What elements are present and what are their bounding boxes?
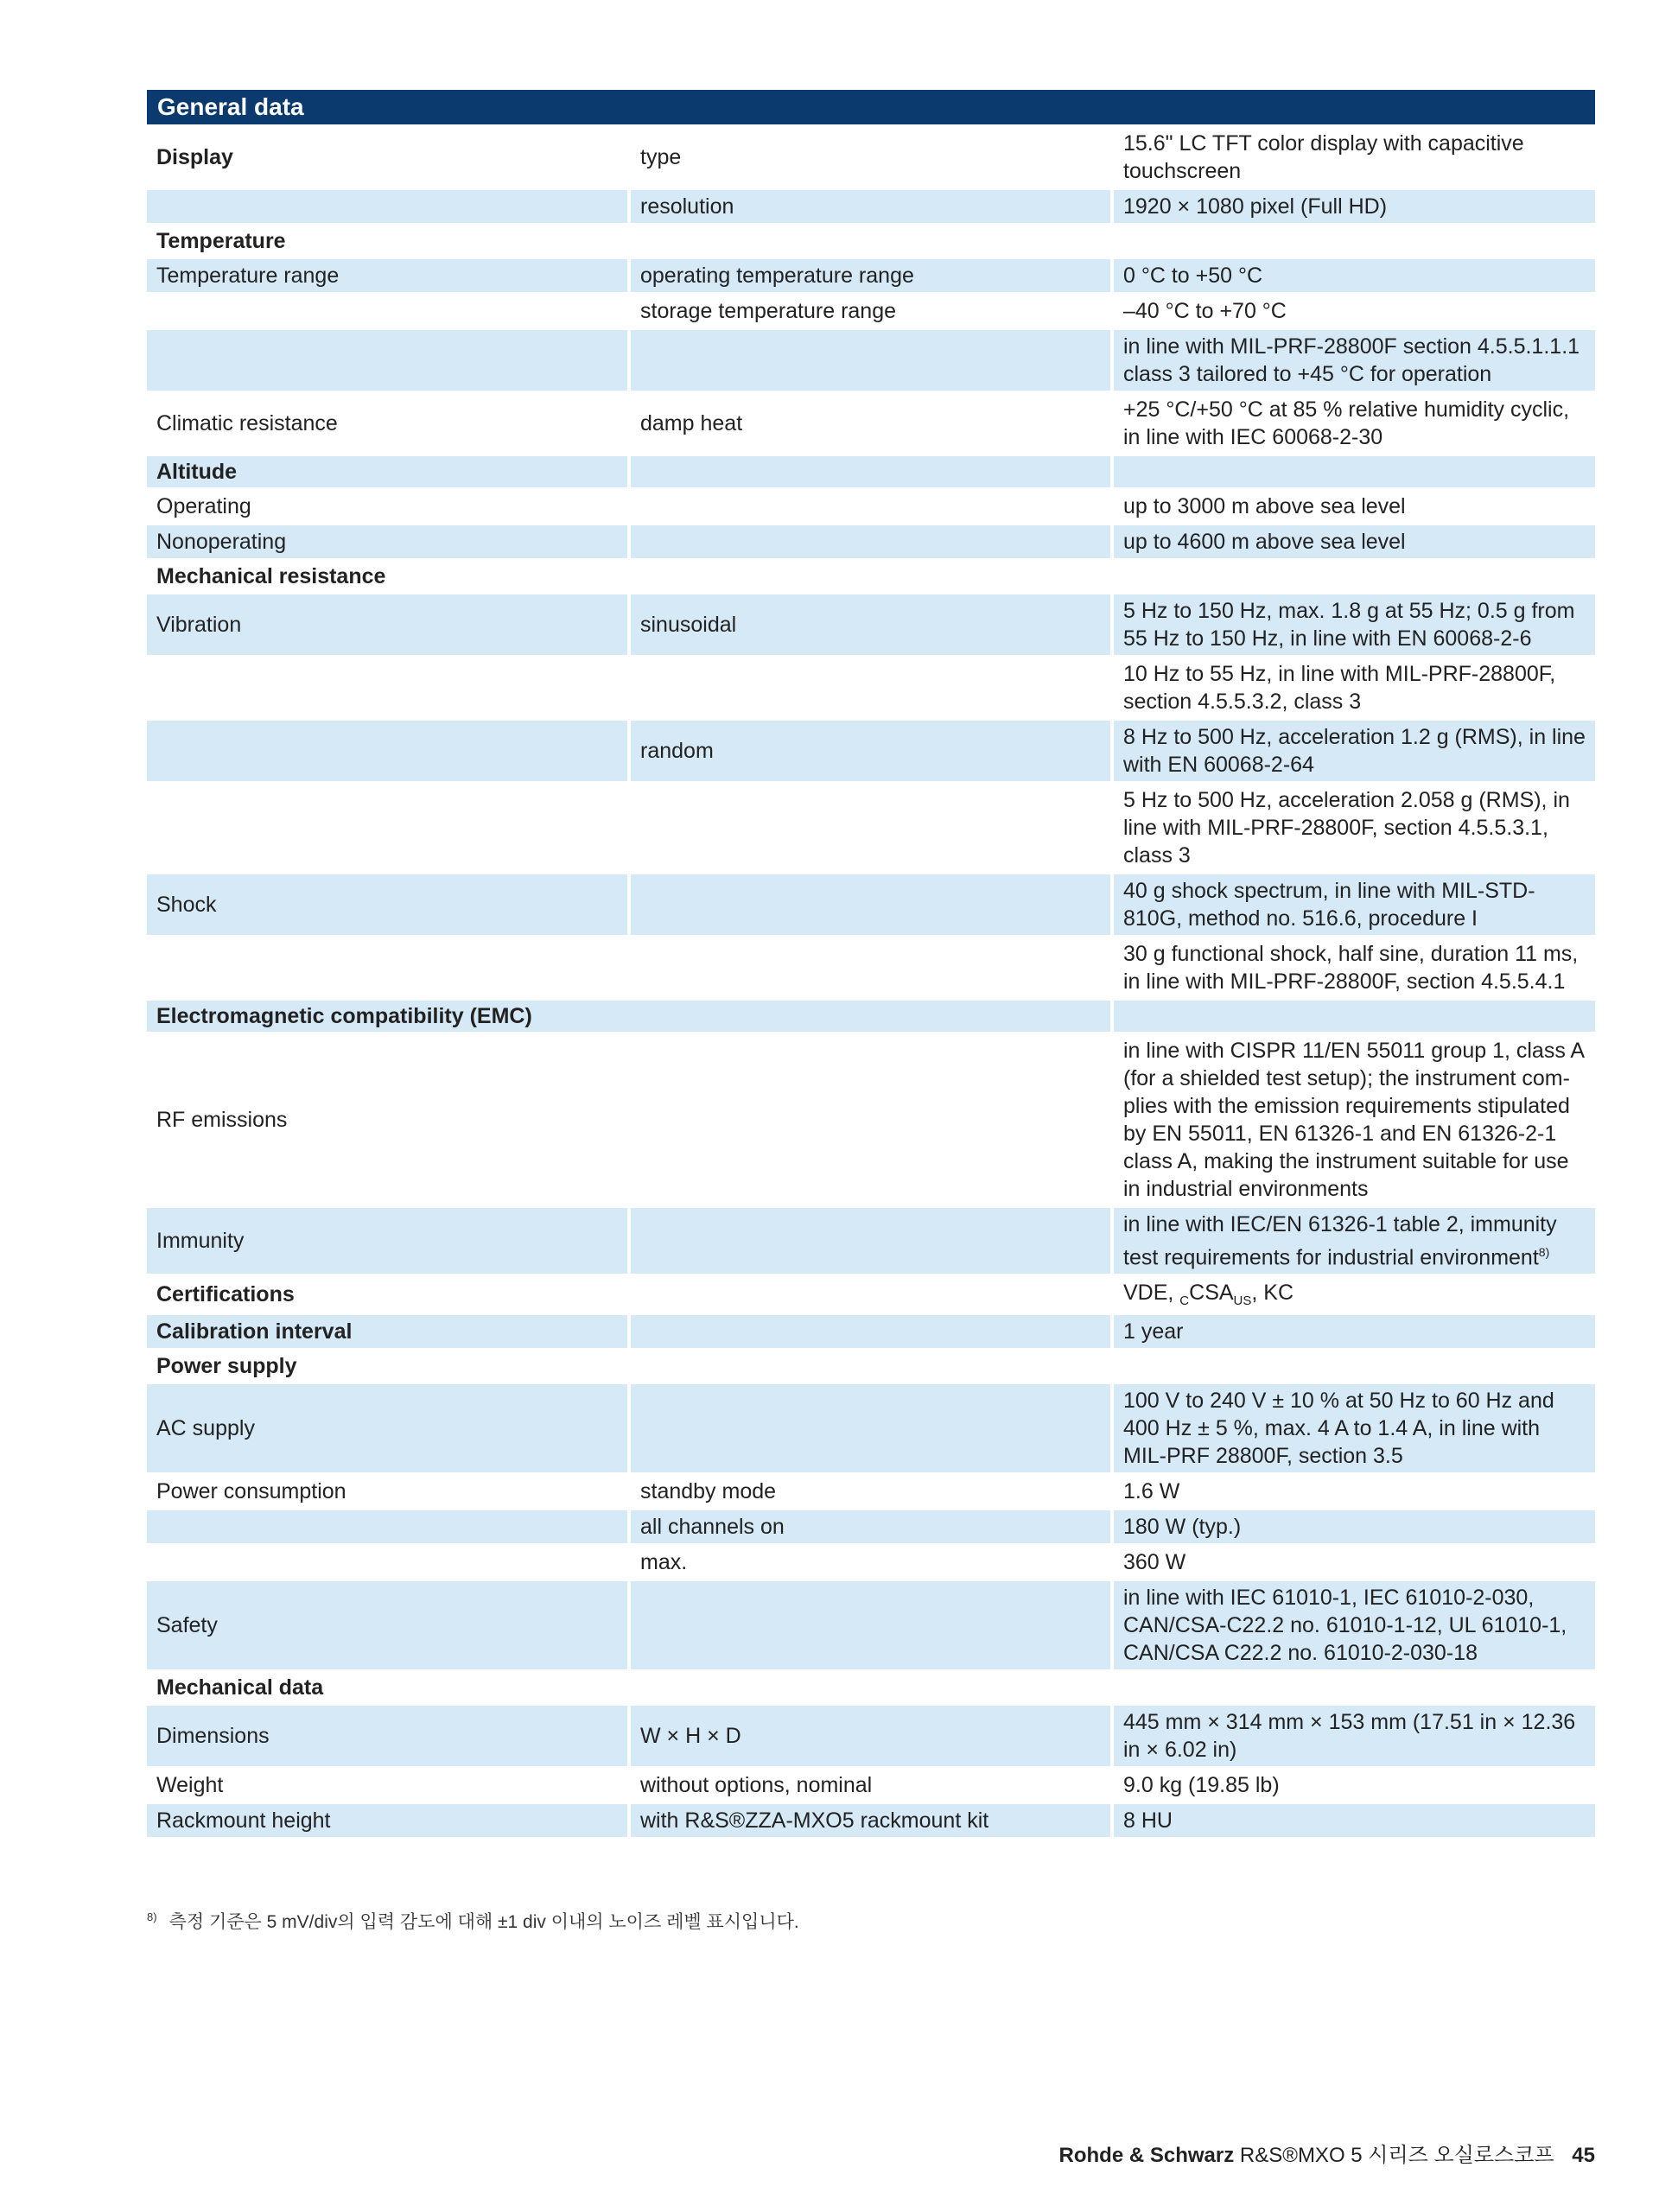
table-row	[147, 561, 1595, 592]
standby-label: standby mode	[631, 1475, 1110, 1508]
table-row	[147, 1581, 1595, 1669]
operating-altitude-value: up to 3000 m above sea level	[1114, 490, 1595, 523]
footnote-ref: 8)	[1538, 1245, 1550, 1259]
brand-name: Rohde & Schwarz	[1058, 2144, 1235, 2167]
table-row	[147, 525, 1595, 558]
empty-cell	[147, 658, 627, 718]
immunity-label: Immunity	[147, 1208, 627, 1274]
display-type-value: 15.6" LC TFT color display with capacitive touchscreen	[1114, 127, 1595, 188]
rackmount-label: Rackmount height	[147, 1804, 627, 1837]
climatic-label: Climatic resistance	[147, 393, 627, 454]
table-row	[147, 658, 1595, 718]
all-channels-label: all channels on	[631, 1510, 1110, 1543]
calibration-label: Calibration interval	[147, 1315, 627, 1348]
table-row	[147, 784, 1595, 872]
cert-sub-us: US	[1233, 1294, 1252, 1309]
footnote	[147, 1908, 799, 1934]
empty-cell	[631, 561, 1110, 592]
display-label: Display	[147, 127, 627, 188]
operating-temp-value: 0 °C to +50 °C	[1114, 259, 1595, 292]
empty-cell	[631, 490, 1110, 523]
all-channels-value: 180 W (typ.)	[1114, 1510, 1595, 1543]
certifications-label: Certifications	[147, 1276, 627, 1313]
ac-supply-value: 100 V to 240 V ± 10 % at 50 Hz to 60 Hz and 400 Hz ± 5 %, max. 4 A to 1.4 A, in line with MIL-PRF 28800F, section 3.5	[1114, 1384, 1595, 1472]
table-row	[147, 1276, 1595, 1313]
weight-value: 9.0 kg (19.85 lb)	[1114, 1769, 1595, 1802]
mil-temp-value: in line with MIL-PRF-28800F section 4.5.5.1.1.1 class 3 tailored to +45 °C for operation	[1114, 330, 1595, 391]
max-value: 360 W	[1114, 1546, 1595, 1579]
table-row	[147, 456, 1595, 487]
footnote-mark: 8)	[147, 1910, 157, 1923]
random-value-2: 5 Hz to 500 Hz, acceleration 2.058 g (RMS), in line with MIL-PRF-28800F, section 4.5.5.3.1, class 3	[1114, 784, 1595, 872]
table-row	[147, 1769, 1595, 1802]
shock-value-1: 40 g shock spectrum, in line with MIL-STD-810G, method no. 516.6, procedure I	[1114, 874, 1595, 935]
storage-temp-label: storage temperature range	[631, 295, 1110, 327]
safety-value: in line with IEC 61010-1, IEC 61010-2-030, CAN/CSA-C22.2 no. 61010-1-12, UL 61010-1, CAN/CSA C22.2 no. 61010-2-030-18	[1114, 1581, 1595, 1669]
empty-cell	[147, 784, 627, 872]
emc-heading: Electromagnetic compatibility (EMC)	[147, 1001, 1110, 1032]
empty-cell	[631, 1351, 1110, 1382]
empty-cell	[147, 938, 627, 998]
temperature-heading: Temperature	[147, 226, 627, 257]
empty-cell	[1114, 561, 1595, 592]
empty-cell	[631, 938, 1110, 998]
dimensions-value: 445 mm × 314 mm × 153 mm (17.51 in × 12.36 in × 6.02 in)	[1114, 1706, 1595, 1766]
table-row	[147, 127, 1595, 188]
empty-cell	[631, 1034, 1110, 1205]
cert-csa: CSA	[1189, 1281, 1234, 1306]
display-resolution-label: resolution	[631, 190, 1110, 223]
empty-cell	[631, 525, 1110, 558]
empty-cell	[147, 295, 627, 327]
empty-cell	[631, 1672, 1110, 1703]
operating-temp-label: operating temperature range	[631, 259, 1110, 292]
table-row	[147, 393, 1595, 454]
empty-cell	[147, 330, 627, 391]
empty-cell	[147, 1510, 627, 1543]
empty-cell	[631, 874, 1110, 935]
shock-label: Shock	[147, 874, 627, 935]
random-label: random	[631, 721, 1110, 781]
table-row	[147, 259, 1595, 292]
display-resolution-value: 1920 × 1080 pixel (Full HD)	[1114, 190, 1595, 223]
table-row	[147, 1706, 1595, 1766]
table-row	[147, 1351, 1595, 1382]
empty-cell	[147, 190, 627, 223]
random-value-1: 8 Hz to 500 Hz, acceleration 1.2 g (RMS), in line with EN 60068-2-64	[1114, 721, 1595, 781]
empty-cell	[631, 1581, 1110, 1669]
page-number: 45	[1572, 2144, 1595, 2167]
power-consumption-label: Power consumption	[147, 1475, 627, 1508]
table-row	[147, 190, 1595, 223]
table-row	[147, 490, 1595, 523]
empty-cell	[631, 1384, 1110, 1472]
empty-cell	[1114, 226, 1595, 257]
temperature-range-label: Temperature range	[147, 259, 627, 292]
table-row	[147, 330, 1595, 391]
table-row	[147, 1001, 1595, 1032]
rf-emissions-label: RF emissions	[147, 1034, 627, 1205]
table-row	[147, 874, 1595, 935]
dimensions-label: Dimensions	[147, 1706, 627, 1766]
empty-cell	[1114, 1351, 1595, 1382]
vibration-label: Vibration	[147, 594, 627, 655]
immunity-value-cell	[1114, 1208, 1595, 1274]
table-row	[147, 1546, 1595, 1579]
table-header: General data	[147, 90, 1595, 124]
weight-sub: without options, nominal	[631, 1769, 1110, 1802]
table-row	[147, 1672, 1595, 1703]
empty-cell	[631, 1208, 1110, 1274]
table-row	[147, 1034, 1595, 1205]
standby-value: 1.6 W	[1114, 1475, 1595, 1508]
rackmount-value: 8 HU	[1114, 1804, 1595, 1837]
empty-cell	[147, 721, 627, 781]
footnote-text: 측정 기준은 5 mV/div의 입력 감도에 대해 ±1 div 이내의 노이즈 레벨 표시입니다.	[168, 1912, 799, 1932]
empty-cell	[1114, 1001, 1595, 1032]
table-row	[147, 1315, 1595, 1348]
sinusoidal-value-2: 10 Hz to 55 Hz, in line with MIL-PRF-28800F, section 4.5.5.3.2, class 3	[1114, 658, 1595, 718]
empty-cell	[1114, 456, 1595, 487]
cert-sub-c: C	[1179, 1294, 1190, 1309]
damp-heat-value: +25 °C/+50 °C at 85 % relative humidity cyclic, in line with IEC 60068-2-30	[1114, 393, 1595, 454]
empty-cell	[631, 226, 1110, 257]
product-name: R&S®MXO 5 시리즈 오실로스코프	[1239, 2144, 1554, 2167]
safety-label: Safety	[147, 1581, 627, 1669]
cert-prefix: VDE,	[1123, 1281, 1180, 1306]
general-data-table	[147, 90, 1595, 1840]
page-footer	[1059, 2138, 1595, 2168]
table-row	[147, 1384, 1595, 1472]
empty-cell	[631, 658, 1110, 718]
operating-label: Operating	[147, 490, 627, 523]
immunity-value: in line with IEC/EN 61326-1 table 2, immunity test requirements for industrial environment	[1123, 1212, 1557, 1270]
rf-emissions-value: in line with CISPR 11/EN 55011 group 1, class A (for a shielded test setup); the instrument complies with the emission requirements stipulated by EN 55011, EN 61326-1 and EN 61326-2-1 class A, making the instrument suitable for use in industrial environments	[1114, 1034, 1595, 1205]
table-row	[147, 1804, 1595, 1837]
sinusoidal-value-1: 5 Hz to 150 Hz, max. 1.8 g at 55 Hz; 0.5 g from 55 Hz to 150 Hz, in line with EN 60068-2-6	[1114, 594, 1595, 655]
table-row	[147, 226, 1595, 257]
table-row	[147, 295, 1595, 327]
altitude-heading: Altitude	[147, 456, 627, 487]
empty-cell	[1114, 1672, 1595, 1703]
empty-cell	[631, 1315, 1110, 1348]
storage-temp-value: –40 °C to +70 °C	[1114, 295, 1595, 327]
calibration-value: 1 year	[1114, 1315, 1595, 1348]
mechanical-heading: Mechanical resistance	[147, 561, 627, 592]
empty-cell	[631, 330, 1110, 391]
max-label: max.	[631, 1546, 1110, 1579]
cert-suffix: , KC	[1251, 1281, 1294, 1306]
table-row	[147, 1208, 1595, 1274]
empty-cell	[147, 1546, 627, 1579]
power-heading: Power supply	[147, 1351, 627, 1382]
table-row	[147, 721, 1595, 781]
empty-cell	[631, 784, 1110, 872]
weight-label: Weight	[147, 1769, 627, 1802]
certifications-value	[1114, 1276, 1595, 1313]
ac-supply-label: AC supply	[147, 1384, 627, 1472]
dimensions-sub: W × H × D	[631, 1706, 1110, 1766]
table-row	[147, 1475, 1595, 1508]
empty-cell	[631, 1276, 1110, 1313]
shock-value-2: 30 g functional shock, half sine, duration 11 ms, in line with MIL-PRF-28800F, section 4.5.5.4.1	[1114, 938, 1595, 998]
empty-cell	[631, 456, 1110, 487]
table-row	[147, 938, 1595, 998]
rackmount-sub: with R&S®ZZA-MXO5 rackmount kit	[631, 1804, 1110, 1837]
nonoperating-label: Nonoperating	[147, 525, 627, 558]
nonoperating-altitude-value: up to 4600 m above sea level	[1114, 525, 1595, 558]
mechanical-data-heading: Mechanical data	[147, 1672, 627, 1703]
table-row	[147, 1510, 1595, 1543]
damp-heat-label: damp heat	[631, 393, 1110, 454]
table-row	[147, 594, 1595, 655]
display-type-label: type	[631, 127, 1110, 188]
sinusoidal-label: sinusoidal	[631, 594, 1110, 655]
